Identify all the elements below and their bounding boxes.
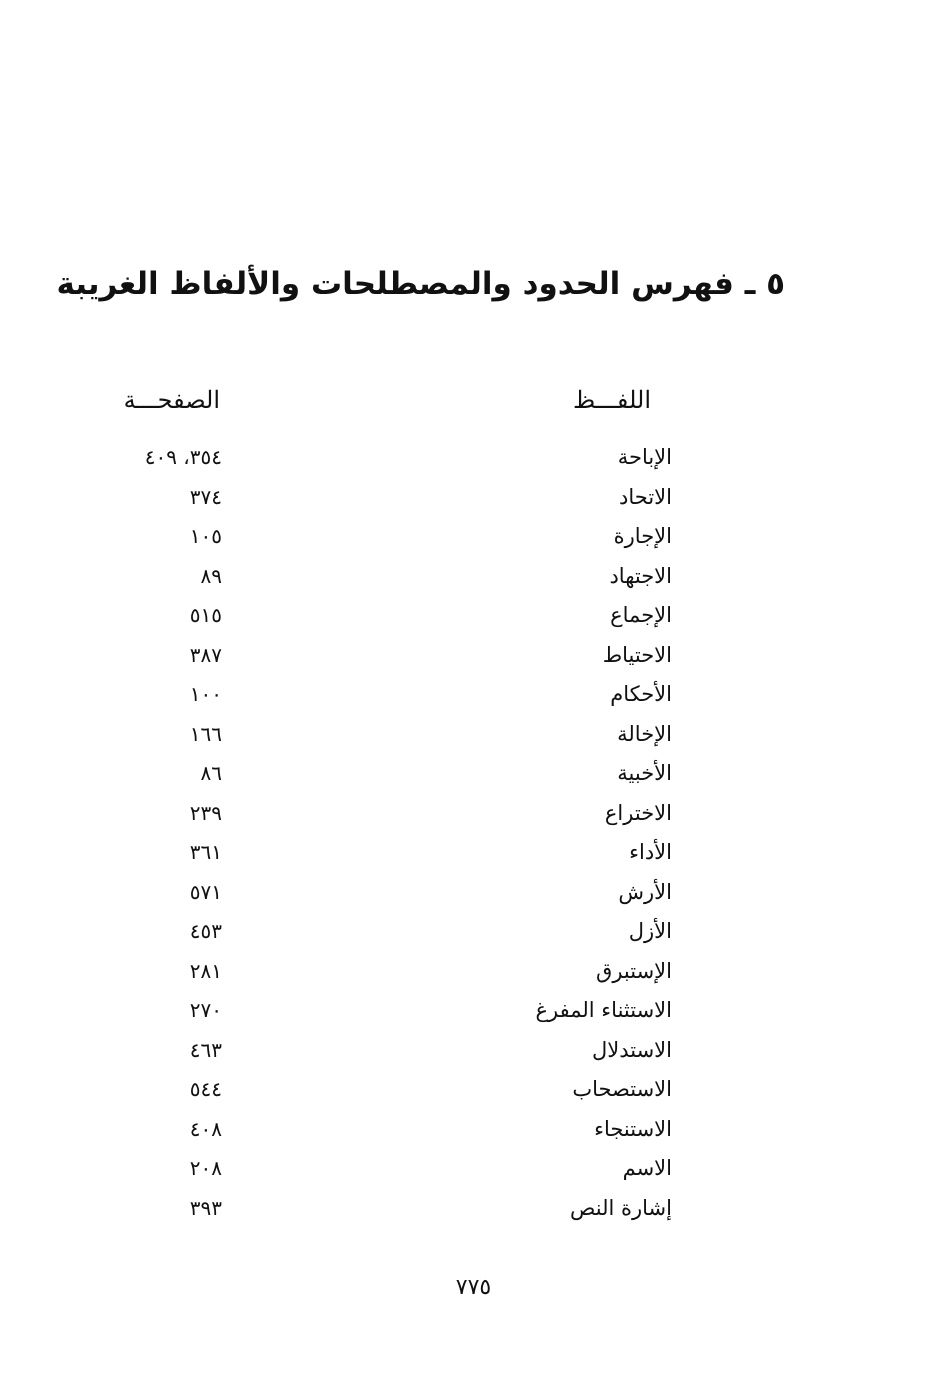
index-entry bbox=[0, 478, 947, 518]
entry-page: ٣٦١ bbox=[189, 840, 222, 864]
column-header-page: الصفحـــة bbox=[123, 386, 220, 414]
entry-term: الاستصحاب bbox=[572, 1077, 672, 1101]
index-entry bbox=[0, 833, 947, 873]
index-entry bbox=[0, 675, 947, 715]
entry-page: ٤٠٨ bbox=[189, 1116, 222, 1141]
entry-page: ٣٥٤، ٤٠٩ bbox=[144, 445, 222, 469]
entry-page: ٢٨١ bbox=[189, 958, 222, 983]
index-entry bbox=[0, 1070, 947, 1110]
entry-term: الاختراع bbox=[604, 800, 672, 825]
index-title: ٥ ـ فهرس الحدود والمصطلحات والألفاظ الغريبة bbox=[56, 266, 785, 302]
entry-page: ٥٧١ bbox=[189, 879, 222, 904]
entry-page: ٤٥٣ bbox=[189, 919, 222, 943]
column-header-term: اللفـــظ bbox=[573, 386, 651, 414]
entry-term: الأرش bbox=[618, 879, 672, 904]
entry-page: ٨٦ bbox=[200, 761, 222, 785]
entry-page: ٢٠٨ bbox=[189, 1156, 222, 1180]
entry-page: ٤٦٣ bbox=[189, 1037, 222, 1062]
index-entry bbox=[0, 912, 947, 952]
index-entry bbox=[0, 873, 947, 913]
entry-page: ٥٤٤ bbox=[189, 1077, 222, 1101]
entry-term: الاسم bbox=[622, 1156, 672, 1180]
entry-term: الاستثناء المفرغ bbox=[535, 998, 672, 1022]
entry-page: ٢٣٩ bbox=[189, 800, 222, 825]
entry-page: ٨٩ bbox=[200, 563, 222, 588]
page-number: ٧٧٥ bbox=[455, 1275, 492, 1300]
index-entry bbox=[0, 517, 947, 557]
entry-term: الإجماع bbox=[610, 603, 672, 627]
entry-term: الاستنجاء bbox=[594, 1116, 672, 1141]
entry-term: الاحتياط bbox=[602, 642, 672, 667]
index-entry bbox=[0, 596, 947, 636]
index-entry bbox=[0, 715, 947, 755]
entry-term: الإخالة bbox=[617, 721, 672, 746]
entry-term: الاجتهاد bbox=[609, 563, 672, 588]
entry-term: الاتحاد bbox=[619, 484, 672, 509]
entry-page: ٣٩٣ bbox=[189, 1195, 222, 1220]
entry-term: إشارة النص bbox=[570, 1195, 672, 1220]
index-entry bbox=[0, 794, 947, 834]
entry-term: الإباحة bbox=[617, 445, 672, 469]
entry-page: ١٦٦ bbox=[189, 721, 222, 746]
index-entry bbox=[0, 754, 947, 794]
entry-page: ١٠٥ bbox=[189, 524, 222, 548]
index-entry bbox=[0, 636, 947, 676]
index-entry bbox=[0, 438, 947, 478]
index-entry bbox=[0, 1189, 947, 1229]
entry-term: الأداء bbox=[629, 840, 672, 864]
index-entry bbox=[0, 1149, 947, 1189]
index-entries bbox=[0, 438, 947, 1228]
index-entry bbox=[0, 1031, 947, 1071]
entry-page: ٣٧٤ bbox=[189, 484, 222, 509]
index-entry bbox=[0, 952, 947, 992]
entry-term: الاستدلال bbox=[591, 1037, 672, 1062]
entry-page: ٥١٥ bbox=[189, 603, 222, 627]
index-entry bbox=[0, 557, 947, 597]
entry-page: ٢٧٠ bbox=[189, 998, 222, 1022]
entry-term: الإستبرق bbox=[596, 958, 672, 983]
index-entry bbox=[0, 991, 947, 1031]
entry-term: الإجارة bbox=[613, 524, 672, 548]
entry-page: ٣٨٧ bbox=[189, 642, 222, 667]
index-entry bbox=[0, 1110, 947, 1150]
entry-term: الأزل bbox=[628, 919, 672, 943]
entry-page: ١٠٠ bbox=[189, 682, 222, 706]
entry-term: الأخبية bbox=[617, 761, 672, 785]
entry-term: الأحكام bbox=[610, 682, 672, 706]
